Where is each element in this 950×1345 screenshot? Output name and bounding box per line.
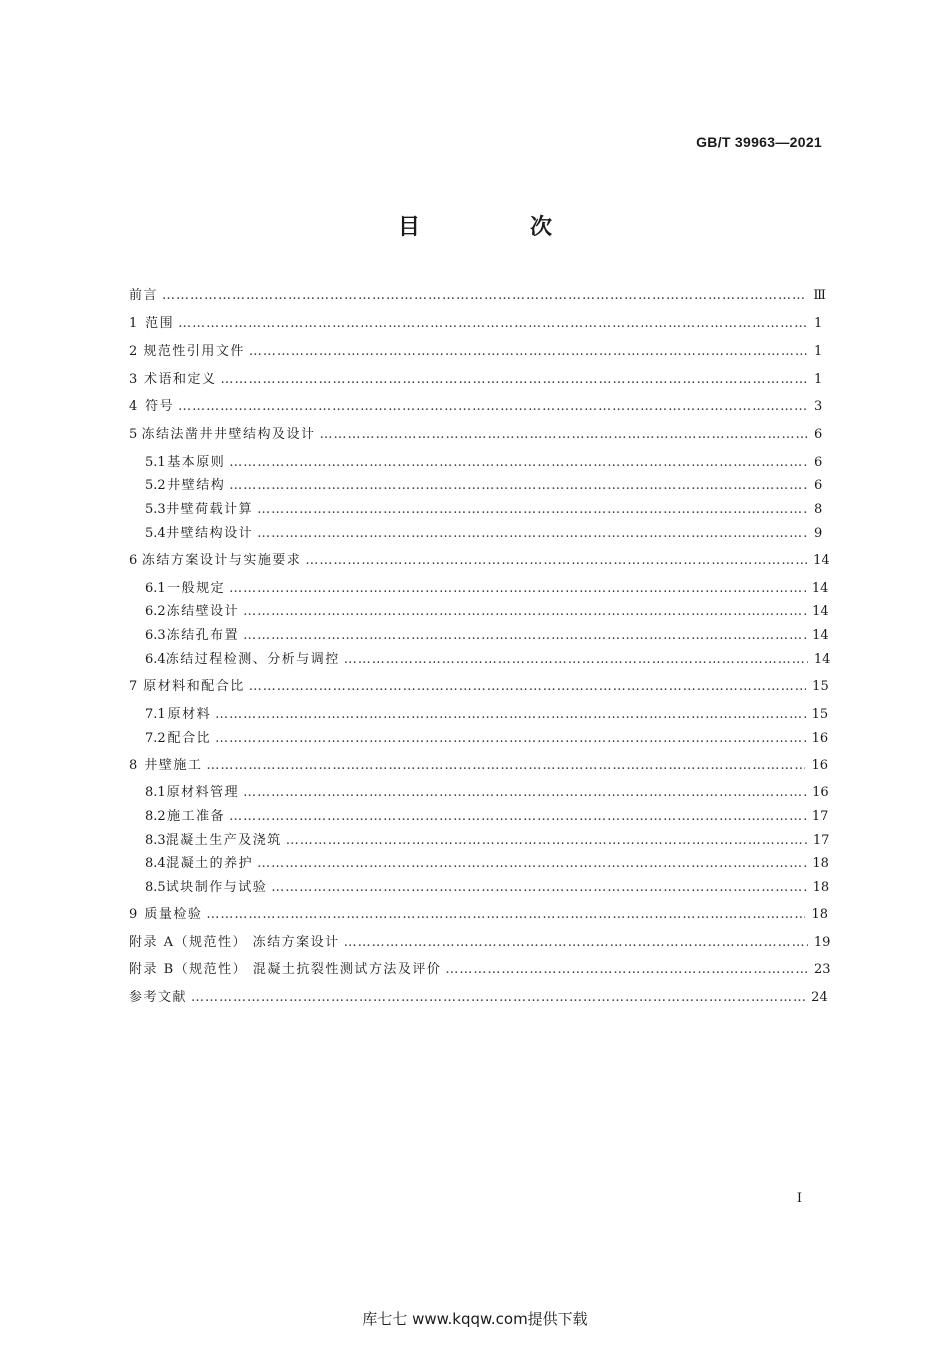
toc-leader-dots bbox=[286, 833, 807, 848]
toc-entry-number: 5 bbox=[129, 427, 138, 442]
toc-entry-label: 冻结过程检测、分析与调控 bbox=[165, 652, 340, 667]
toc-entry-label: 参考文献 bbox=[129, 990, 188, 1005]
toc-leader-dots bbox=[229, 581, 806, 596]
toc-leader-dots bbox=[305, 553, 807, 568]
toc-entry[interactable] bbox=[145, 829, 830, 849]
watermark-text: 库七七 www.kqqw.com提供下载 bbox=[362, 1310, 588, 1328]
toc-entry-label: 规范性引用文件 bbox=[143, 344, 245, 359]
toc-leader-dots bbox=[229, 809, 806, 824]
toc-entry-page: 1 bbox=[814, 344, 823, 359]
toc-entry-label: 原材料和配合比 bbox=[143, 679, 245, 694]
toc-entry-label: 一般规定 bbox=[167, 581, 226, 596]
toc-entry-number: 8.4 bbox=[145, 856, 166, 871]
toc-leader-dots bbox=[249, 344, 808, 359]
toc-entry-number: 5.4 bbox=[145, 526, 166, 541]
toc-entry[interactable] bbox=[145, 600, 829, 620]
toc-entry-page: 16 bbox=[811, 731, 829, 746]
toc-entry-page: 19 bbox=[813, 935, 831, 950]
toc-entry-number: 8.2 bbox=[145, 809, 166, 824]
toc-leader-dots bbox=[206, 907, 805, 922]
toc-entry[interactable] bbox=[129, 958, 831, 978]
toc-entry-label: 冻结方案设计与实施要求 bbox=[141, 553, 302, 568]
toc-entry-label: 原材料管理 bbox=[166, 785, 240, 800]
toc-entry-page: 18 bbox=[811, 907, 828, 922]
toc-entry[interactable] bbox=[129, 312, 822, 332]
toc-entry-number: 8.1 bbox=[145, 785, 166, 800]
toc-leader-dots bbox=[178, 399, 808, 414]
toc-entry-label: 附录 B（规范性） 混凝土抗裂性测试方法及评价 bbox=[129, 962, 442, 977]
toc-leader-dots bbox=[221, 372, 808, 387]
toc-entry-number: 5.2 bbox=[145, 478, 166, 493]
toc-entry-number: 6.4 bbox=[145, 652, 166, 667]
toc-entry[interactable] bbox=[145, 498, 822, 518]
toc-entry-number: 8 bbox=[129, 758, 138, 773]
toc-leader-dots bbox=[243, 628, 806, 643]
toc-leader-dots bbox=[229, 478, 808, 493]
toc-entry-label: 术语和定义 bbox=[144, 372, 217, 387]
toc-entry[interactable] bbox=[145, 474, 822, 494]
toc-entry-page: 16 bbox=[811, 758, 828, 773]
toc-entry-page: 17 bbox=[812, 833, 830, 848]
toc-entry-label: 井壁结构 bbox=[167, 478, 226, 493]
toc-entry-page: 1 bbox=[814, 316, 823, 331]
toc-entry-number: 4 bbox=[129, 399, 138, 414]
toc-leader-dots bbox=[178, 316, 808, 331]
toc-entry-page: 14 bbox=[813, 553, 830, 568]
toc-entry-label: 配合比 bbox=[167, 731, 212, 746]
toc-entry-label: 试块制作与试验 bbox=[165, 880, 268, 895]
toc-entry-label: 冻结法凿井井壁结构及设计 bbox=[141, 427, 316, 442]
toc-leader-dots bbox=[215, 707, 805, 722]
toc-entry[interactable] bbox=[129, 754, 828, 774]
toc-entry-page: Ⅲ bbox=[813, 288, 826, 303]
toc-entry-number: 2 bbox=[129, 344, 138, 359]
toc-entry-page: 3 bbox=[814, 399, 823, 414]
toc-entry-label: 混凝土生产及浇筑 bbox=[165, 833, 282, 848]
toc-entry-page: 6 bbox=[814, 455, 823, 470]
toc-entry-number: 8.5 bbox=[145, 880, 166, 895]
toc-entry-number: 7 bbox=[129, 679, 138, 694]
toc-entry[interactable] bbox=[145, 522, 822, 542]
toc-entry-label: 原材料 bbox=[167, 707, 212, 722]
toc-entry-label: 施工准备 bbox=[167, 809, 226, 824]
toc-entry-page: 15 bbox=[812, 679, 829, 694]
toc-entry[interactable] bbox=[145, 852, 829, 872]
toc-entry-number: 7.2 bbox=[145, 731, 166, 746]
toc-entry-number: 3 bbox=[129, 372, 138, 387]
toc-leader-dots bbox=[243, 604, 806, 619]
toc-entry-label: 符号 bbox=[145, 399, 175, 414]
toc-entry[interactable] bbox=[129, 368, 822, 388]
toc-entry[interactable] bbox=[145, 805, 829, 825]
page-number: I bbox=[796, 1191, 802, 1206]
toc-entry-number: 7.1 bbox=[145, 707, 166, 722]
toc-leader-dots bbox=[445, 962, 808, 977]
toc-entry[interactable] bbox=[129, 340, 822, 360]
toc-entry-label: 前言 bbox=[129, 288, 159, 303]
toc-leader-dots bbox=[257, 856, 806, 871]
toc-entry-number: 8.3 bbox=[145, 833, 166, 848]
toc-entry-label: 附录 A（规范性） 冻结方案设计 bbox=[129, 935, 340, 950]
toc-entry-label: 井壁结构设计 bbox=[166, 526, 254, 541]
toc-entry-page: 14 bbox=[811, 581, 829, 596]
toc-entry-page: 14 bbox=[812, 604, 829, 619]
toc-leader-dots bbox=[191, 990, 805, 1005]
page-title: 目 次 bbox=[397, 215, 596, 240]
toc-entry[interactable] bbox=[129, 284, 826, 304]
toc-entry-number: 6.3 bbox=[145, 628, 166, 643]
toc-entry-page: 23 bbox=[814, 962, 831, 977]
toc-leader-dots bbox=[320, 427, 808, 442]
toc-entry-number: 6.2 bbox=[145, 604, 166, 619]
toc-entry-label: 井壁荷载计算 bbox=[166, 502, 254, 517]
toc-entry-label: 基本原则 bbox=[167, 455, 226, 470]
toc-entry[interactable] bbox=[145, 648, 831, 668]
toc-entry-number: 5.3 bbox=[145, 502, 166, 517]
toc-entry-number: 1 bbox=[129, 316, 138, 331]
toc-leader-dots bbox=[271, 880, 806, 895]
toc-entry-label: 质量检验 bbox=[144, 907, 203, 922]
toc-entry-page: 8 bbox=[814, 502, 823, 517]
toc-entry-page: 16 bbox=[812, 785, 829, 800]
toc-entry-label: 井壁施工 bbox=[144, 758, 203, 773]
toc-leader-dots bbox=[229, 455, 808, 470]
toc-leader-dots bbox=[243, 785, 806, 800]
toc-entry[interactable] bbox=[129, 903, 828, 923]
toc-entry-number: 9 bbox=[129, 907, 138, 922]
toc-entry-page: 24 bbox=[811, 990, 828, 1005]
toc-entry-page: 14 bbox=[813, 652, 831, 667]
toc-entry-page: 1 bbox=[814, 372, 823, 387]
toc-entry-page: 17 bbox=[811, 809, 829, 824]
toc-leader-dots bbox=[344, 652, 808, 667]
toc-entry-number: 6 bbox=[129, 553, 138, 568]
toc-leader-dots bbox=[215, 731, 805, 746]
toc-entry-number: 5.1 bbox=[145, 455, 166, 470]
toc-leader-dots bbox=[249, 679, 806, 694]
toc-entry[interactable] bbox=[145, 703, 829, 723]
toc-entry[interactable] bbox=[129, 986, 828, 1006]
toc-entry-label: 范围 bbox=[145, 316, 175, 331]
toc-entry[interactable] bbox=[145, 577, 829, 597]
toc-entry-page: 6 bbox=[814, 478, 823, 493]
standard-code: GB/T 39963—2021 bbox=[696, 134, 822, 150]
toc-leader-dots bbox=[162, 288, 807, 303]
toc-leader-dots bbox=[206, 758, 805, 773]
toc-entry-page: 15 bbox=[811, 707, 829, 722]
toc-entry[interactable] bbox=[129, 423, 822, 443]
toc-entry-page: 14 bbox=[812, 628, 829, 643]
toc-entry-label: 冻结孔布置 bbox=[166, 628, 240, 643]
toc-entry[interactable] bbox=[145, 451, 822, 471]
toc-entry[interactable] bbox=[145, 727, 829, 747]
toc-entry-label: 冻结壁设计 bbox=[166, 604, 240, 619]
toc-entry[interactable] bbox=[129, 675, 829, 695]
toc-leader-dots bbox=[344, 935, 808, 950]
toc-entry-page: 18 bbox=[812, 856, 829, 871]
toc-entry-page: 6 bbox=[814, 427, 823, 442]
toc-entry[interactable] bbox=[129, 931, 831, 951]
toc-entry-number: 6.1 bbox=[145, 581, 166, 596]
toc-entry[interactable] bbox=[145, 876, 830, 896]
toc-leader-dots bbox=[257, 502, 808, 517]
toc-entry[interactable] bbox=[129, 549, 830, 569]
toc-leader-dots bbox=[257, 526, 808, 541]
toc-entry[interactable] bbox=[145, 624, 829, 644]
toc-entry-page: 9 bbox=[814, 526, 823, 541]
toc-entry[interactable] bbox=[145, 781, 829, 801]
toc-entry[interactable] bbox=[129, 395, 822, 415]
toc-entry-page: 18 bbox=[812, 880, 830, 895]
toc-entry-label: 混凝土的养护 bbox=[166, 856, 254, 871]
